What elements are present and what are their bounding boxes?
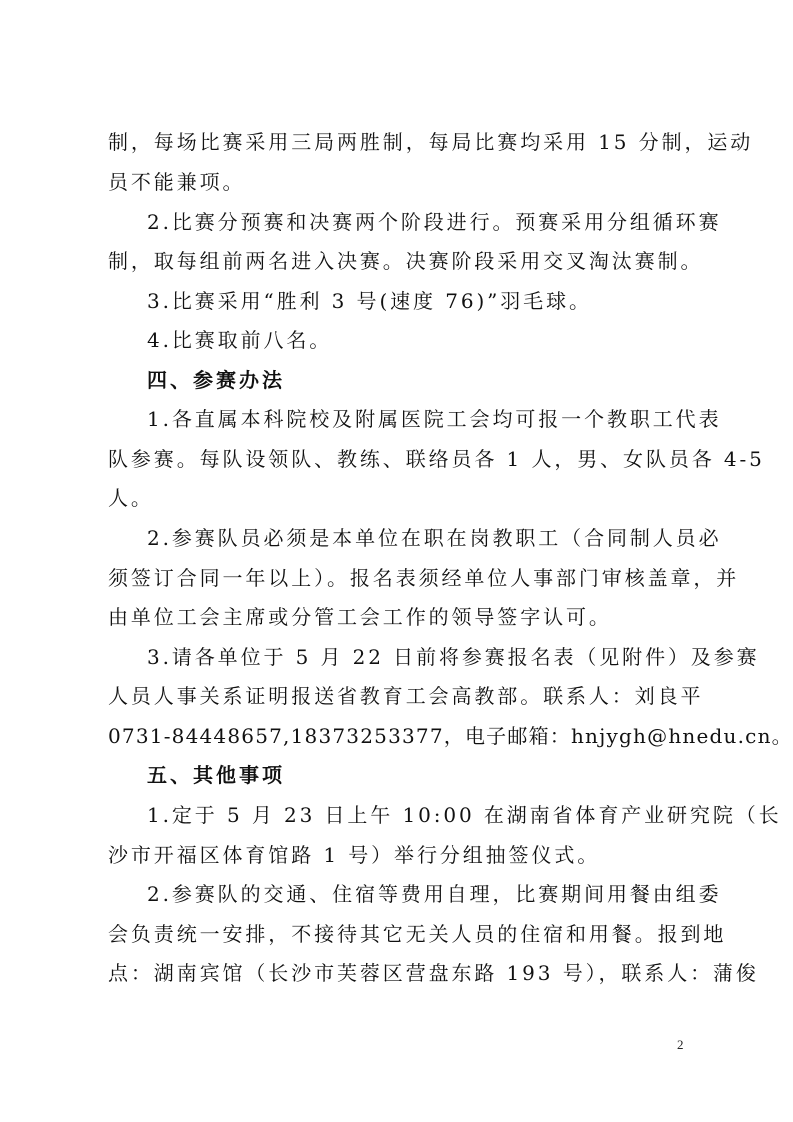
body-line: 员不能兼项。	[108, 170, 246, 194]
section-heading: 四、参赛办法	[147, 368, 285, 392]
body-line: 3.请各单位于 5 月 22 日前将参赛报名表（见附件）及参赛	[147, 645, 760, 669]
body-line: 3.比赛采用“胜利 3 号(速度 76)”羽毛球。	[147, 289, 592, 313]
body-line: 须签订合同一年以上）。报名表须经单位人事部门审核盖章，并	[108, 566, 740, 590]
body-line: 2.参赛队的交通、住宿等费用自理，比赛期间用餐由组委	[147, 882, 722, 906]
body-line: 1.定于 5 月 23 日上午 10:00 在湖南省体育产业研究院（长	[147, 803, 782, 827]
body-line: 制，每场比赛采用三局两胜制，每局比赛均采用 15 分制，运动	[108, 130, 754, 154]
body-line: 由单位工会主席或分管工会工作的领导签字认可。	[108, 605, 612, 629]
body-line: 会负责统一安排，不接待其它无关人员的住宿和用餐。报到地	[108, 922, 727, 946]
section-heading: 五、其他事项	[147, 763, 285, 787]
body-line: 队参赛。每队设领队、教练、联络员各 1 人，男、女队员各 4-5	[108, 447, 765, 471]
body-line: 1.各直属本科院校及附属医院工会均可报一个教职工代表	[147, 407, 722, 431]
body-line: 2.比赛分预赛和决赛两个阶段进行。预赛采用分组循环赛	[147, 210, 722, 234]
body-line: 4.比赛取前八名。	[147, 328, 333, 352]
body-line: 2.参赛队员必须是本单位在职在岗教职工（合同制人员必	[147, 526, 722, 550]
body-line: 0731-84448657,18373253377，电子邮箱：hnjygh@hnedu.cn。	[108, 724, 793, 748]
body-line: 人员人事关系证明报送省教育工会高教部。联系人：刘良平	[108, 684, 704, 708]
page-number: 2	[677, 1037, 684, 1052]
body-line: 制，取每组前两名进入决赛。决赛阶段采用交叉淘汰赛制。	[108, 249, 704, 273]
body-line: 沙市开福区体育馆路 1 号）举行分组抽签仪式。	[108, 843, 601, 867]
body-line: 点：湖南宾馆（长沙市芙蓉区营盘东路 193 号），联系人：蒲俊	[108, 961, 759, 985]
body-line: 人。	[108, 486, 154, 510]
